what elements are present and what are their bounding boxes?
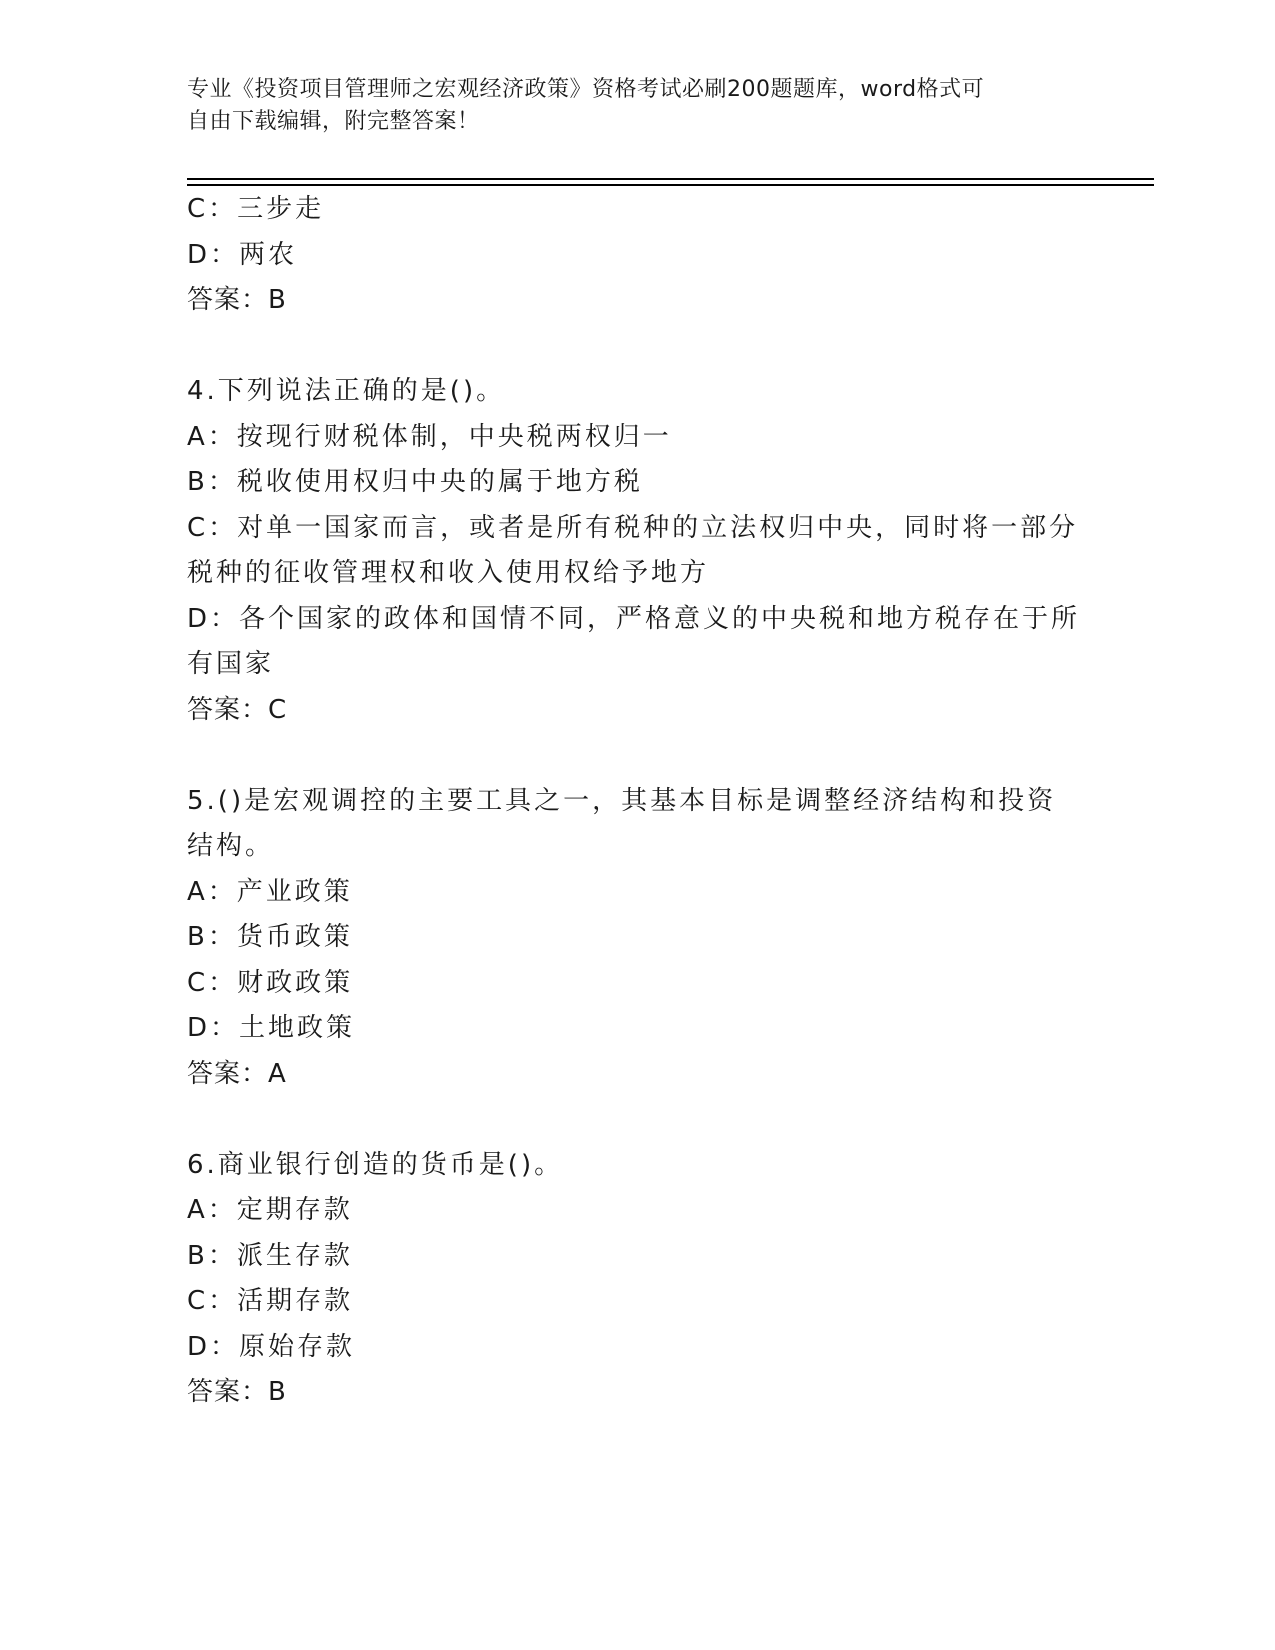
header-divider-bottom <box>187 184 1154 186</box>
document-header <box>187 74 1067 138</box>
header-divider-top <box>187 178 1154 180</box>
spacer <box>187 1097 1087 1143</box>
option-d-line-2: 有国家 <box>187 649 275 679</box>
answer: 答案：A <box>187 1058 287 1089</box>
header-title-line-1: 专业《投资项目管理师之宏观经济政策》资格考试必刷200题题库，word格式可 <box>187 77 985 102</box>
question-6 <box>187 1143 1087 1416</box>
option-d: D：土地政策 <box>187 1013 356 1043</box>
question-list <box>187 187 1087 1416</box>
question-5 <box>187 779 1087 1098</box>
answer: 答案：B <box>187 285 287 315</box>
spacer <box>187 733 1087 779</box>
option-a: A：定期存款 <box>187 1195 353 1225</box>
option-d: D：两农 <box>187 239 298 270</box>
option-d: D：原始存款 <box>187 1331 356 1362</box>
question-text-line-1: 5.()是宏观调控的主要工具之一，其基本目标是调整经济结构和投资 <box>187 785 1057 816</box>
header-title-line-2: 自由下载编辑，附完整答案！ <box>187 109 480 134</box>
question-text-line-2: 结构。 <box>187 831 275 861</box>
question-text: 4.下列说法正确的是()。 <box>187 376 506 406</box>
option-c-line-1: C：对单一国家而言，或者是所有税种的立法权归中央，同时将一部分 <box>187 512 1079 543</box>
option-c: C：三步走 <box>187 194 325 224</box>
option-c: C：活期存款 <box>187 1286 354 1316</box>
option-c: C：财政政策 <box>187 967 354 998</box>
answer: 答案：C <box>187 694 288 725</box>
question-4 <box>187 369 1087 733</box>
option-b: B：货币政策 <box>187 922 353 952</box>
option-a: A：按现行财税体制，中央税两权归一 <box>187 421 672 452</box>
answer: 答案：B <box>187 1377 287 1407</box>
option-a: A：产业政策 <box>187 876 353 907</box>
option-b: B：税收使用权归中央的属于地方税 <box>187 467 643 497</box>
question-text: 6.商业银行创造的货币是()。 <box>187 1149 564 1180</box>
question-3-tail <box>187 187 1087 324</box>
spacer <box>187 324 1087 370</box>
option-c-line-2: 税种的征收管理权和收入使用权给予地方 <box>187 558 710 588</box>
option-d-line-1: D：各个国家的政体和国情不同，严格意义的中央税和地方税存在于所 <box>187 603 1081 634</box>
option-b: B：派生存款 <box>187 1240 353 1271</box>
